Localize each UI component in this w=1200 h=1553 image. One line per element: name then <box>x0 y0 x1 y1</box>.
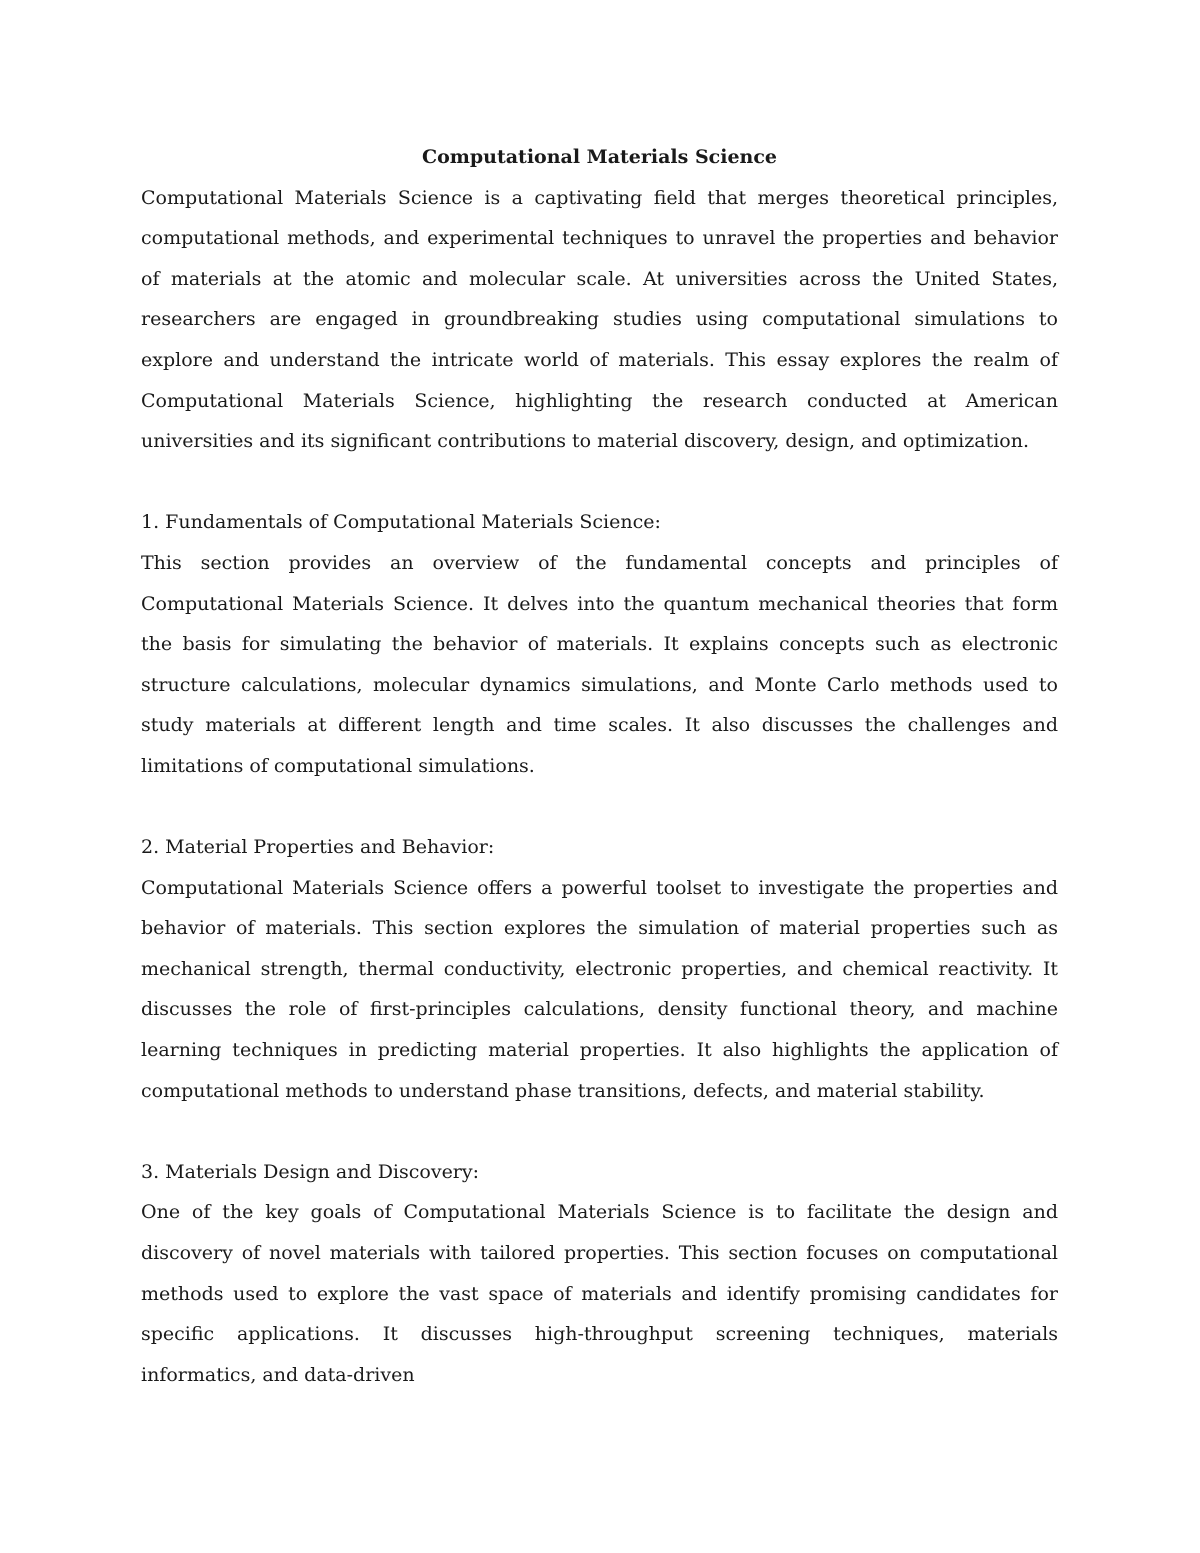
section-body-2: Computational Materials Science offers a powerful toolset to investigate the properties and behavior of materials. This section explores the simulation of material properties such as mechanical strength, thermal conductivity, electronic properties, and chemical reactivity. It discusses the role of first-principles calculations, density functional theory, and machine learning techniques in predicting material properties. It also highlights the application of computational methods to understand phase transitions, defects, and material stability. <box>141 876 1058 1102</box>
intro-paragraph: Computational Materials Science is a captivating field that merges theoretical principles, computational methods, and experimental techniques to unravel the properties and behavior of materials at the atomic and molecular scale. At universities across the United States, researchers are engaged in groundbreaking studies using computational simulations to explore and understand the intricate world of materials. This essay explores the realm of Computational Materials Science, highlighting the research conducted at American universities and its significant contributions to material discovery, design, and optimization. <box>141 186 1058 453</box>
section-body-1: This section provides an overview of the fundamental concepts and principles of Computational Materials Science. It delves into the quantum mechanical theories that form the basis for simulating the behavior of materials. It explains concepts such as electronic structure calculations, molecular dynamics simulations, and Monte Carlo methods used to study materials at different length and time scales. It also discusses the challenges and limitations of computational simulations. <box>141 551 1058 777</box>
document-content <box>141 137 1058 1395</box>
document-title: Computational Materials Science <box>421 146 778 168</box>
section-body-3: One of the key goals of Computational Materials Science is to facilitate the design and discovery of novel materials with tailored properties. This section focuses on computational methods used to explore the vast space of materials and identify promising candidates for specific applications. It discusses high-throughput screening techniques, materials informatics, and data-driven <box>141 1201 1058 1386</box>
section-heading-3: 3. Materials Design and Discovery: <box>141 1160 480 1183</box>
paragraph-gap <box>141 787 1058 828</box>
section-heading-1: 1. Fundamentals of Computational Materials Science: <box>141 511 661 534</box>
section-heading-2: 2. Material Properties and Behavior: <box>141 836 495 859</box>
paragraph-gap <box>141 462 1058 503</box>
paragraph-gap <box>141 1111 1058 1152</box>
